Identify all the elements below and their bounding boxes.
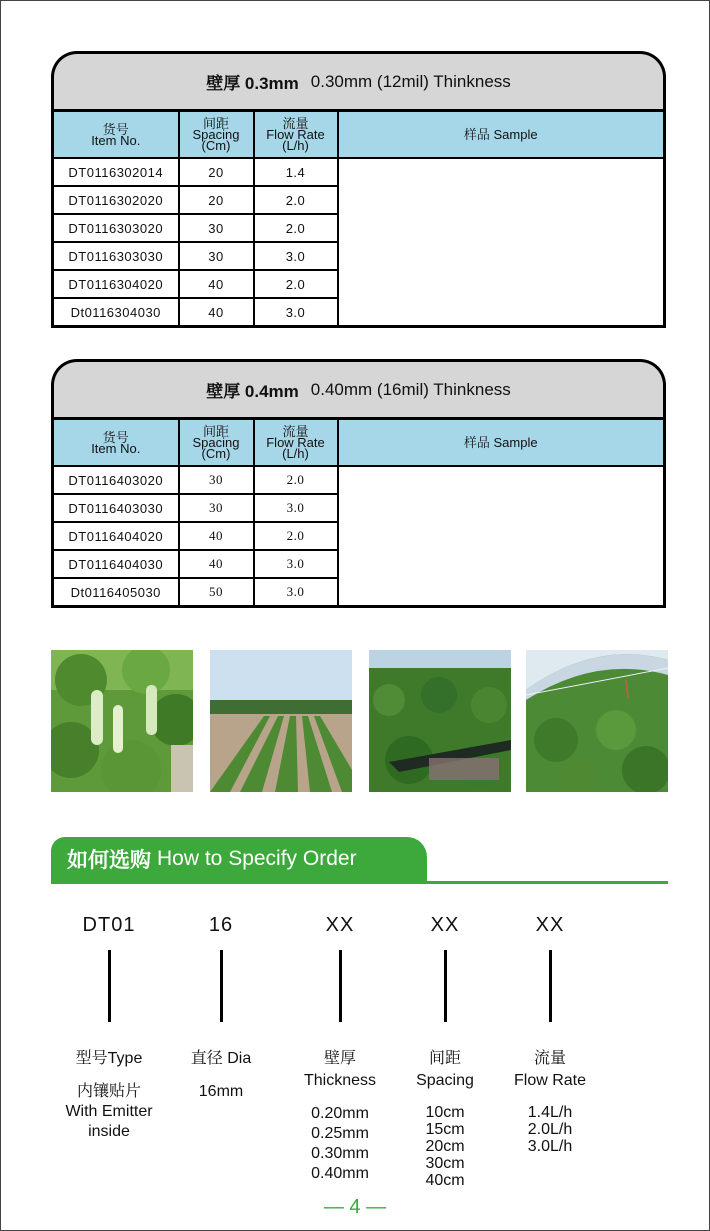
flow-value: 2.0 [254, 522, 338, 550]
spacing-value: 20 [179, 158, 254, 186]
header-row [53, 419, 665, 467]
segment-label: 壁厚 Thickness [303, 1050, 377, 1089]
item-no: DT0116404030 [53, 550, 179, 578]
flow-value: 2.0 [254, 466, 338, 494]
item-no: DT0116304020 [53, 270, 179, 298]
connector-bar [549, 950, 552, 1022]
spacing-value: 40 [179, 270, 254, 298]
table-heading [51, 359, 666, 417]
flow-value: 3.0 [254, 550, 338, 578]
flow-value: 1.4 [254, 158, 338, 186]
item-no: Dt0116304030 [53, 298, 179, 327]
table-heading [51, 51, 666, 109]
segment-label: 型号Type [75, 1050, 143, 1067]
code-segment: 16 [208, 914, 234, 936]
flow-header: 流量 Flow Rate (L/h) [254, 111, 338, 159]
item-no: DT0116302020 [53, 186, 179, 214]
spacing-value: 30 [179, 242, 254, 270]
page-number: — 4 — [323, 1196, 387, 1218]
heading-description: 0.30mm (12mil) Thinkness [310, 71, 511, 91]
flow-value: 2.0 [254, 270, 338, 298]
order-title-cn: 如何选购 [67, 849, 151, 872]
heading-description: 0.40mm (16mil) Thinkness [310, 379, 511, 399]
flow-header: 流量 Flow Rate (L/h) [254, 419, 338, 467]
code-segment: XX [535, 914, 565, 936]
sample-cell [338, 466, 665, 607]
segment-label: 直径 Dia [190, 1050, 252, 1067]
photo-greenhouse [526, 650, 668, 792]
product-table [51, 417, 666, 608]
connector-bar [108, 950, 111, 1022]
header-row [53, 111, 665, 159]
spacing-value: 40 [179, 522, 254, 550]
flow-value: 3.0 [254, 494, 338, 522]
item-no: DT0116403030 [53, 494, 179, 522]
segment-values: 内镶贴片 With Emitter inside [65, 1083, 153, 1140]
photo-green-field [369, 650, 511, 792]
spec-table-0.3mm [51, 51, 666, 328]
spacing-value: 20 [179, 186, 254, 214]
item-no: DT0116303030 [53, 242, 179, 270]
item-no: Dt0116405030 [53, 578, 179, 607]
segment-values: 0.20mm 0.25mm 0.30mm 0.40mm [311, 1105, 369, 1182]
order-title-en: How to Specify Order [157, 847, 357, 870]
order-col-type [44, 914, 174, 1142]
item-header: 货号 Item No. [53, 419, 179, 467]
item-no: DT0116302014 [53, 158, 179, 186]
code-segment: XX [430, 914, 460, 936]
flow-value: 3.0 [254, 298, 338, 327]
segment-label: 间距 Spacing [416, 1050, 474, 1089]
code-segment: DT01 [82, 914, 136, 936]
table-row [53, 158, 665, 186]
connector-bar [220, 950, 223, 1022]
spacing-value: 30 [179, 466, 254, 494]
spacing-value: 30 [179, 494, 254, 522]
order-col-dia [156, 914, 286, 1102]
spacing-value: 40 [179, 298, 254, 327]
spec-table-0.4mm [51, 359, 666, 608]
flow-value: 3.0 [254, 242, 338, 270]
item-no: DT0116403020 [53, 466, 179, 494]
sample-header: 样品 Sample [338, 419, 665, 467]
segment-values: 1.4L/h 2.0L/h 3.0L/h [527, 1104, 573, 1155]
flow-value: 2.0 [254, 214, 338, 242]
order-title-tab [51, 837, 427, 881]
code-segment: XX [325, 914, 355, 936]
item-no: DT0116404020 [53, 522, 179, 550]
order-section-header [51, 837, 668, 885]
flow-value: 2.0 [254, 186, 338, 214]
green-rule [51, 881, 668, 884]
photo-field-rows [210, 650, 352, 792]
connector-bar [339, 950, 342, 1022]
flow-value: 3.0 [254, 578, 338, 607]
spacing-value: 30 [179, 214, 254, 242]
segment-label: 流量 Flow Rate [513, 1050, 587, 1089]
product-table [51, 109, 666, 328]
table-row [53, 466, 665, 494]
photo-gourd-vines [51, 650, 193, 792]
spacing-value: 50 [179, 578, 254, 607]
sample-cell [338, 158, 665, 327]
item-no: DT0116303020 [53, 214, 179, 242]
spacing-header: 间距 Spacing (Cm) [179, 419, 254, 467]
spacing-header: 间距 Spacing (Cm) [179, 111, 254, 159]
heading-thickness: 壁厚 0.3mm [206, 74, 299, 93]
order-col-flow [485, 914, 615, 1155]
spacing-value: 40 [179, 550, 254, 578]
sample-header: 样品 Sample [338, 111, 665, 159]
connector-bar [444, 950, 447, 1022]
heading-thickness: 壁厚 0.4mm [206, 382, 299, 401]
item-header: 货号 Item No. [53, 111, 179, 159]
segment-values: 10cm 15cm 20cm 30cm 40cm [425, 1104, 465, 1189]
segment-values: 16mm [198, 1083, 244, 1100]
